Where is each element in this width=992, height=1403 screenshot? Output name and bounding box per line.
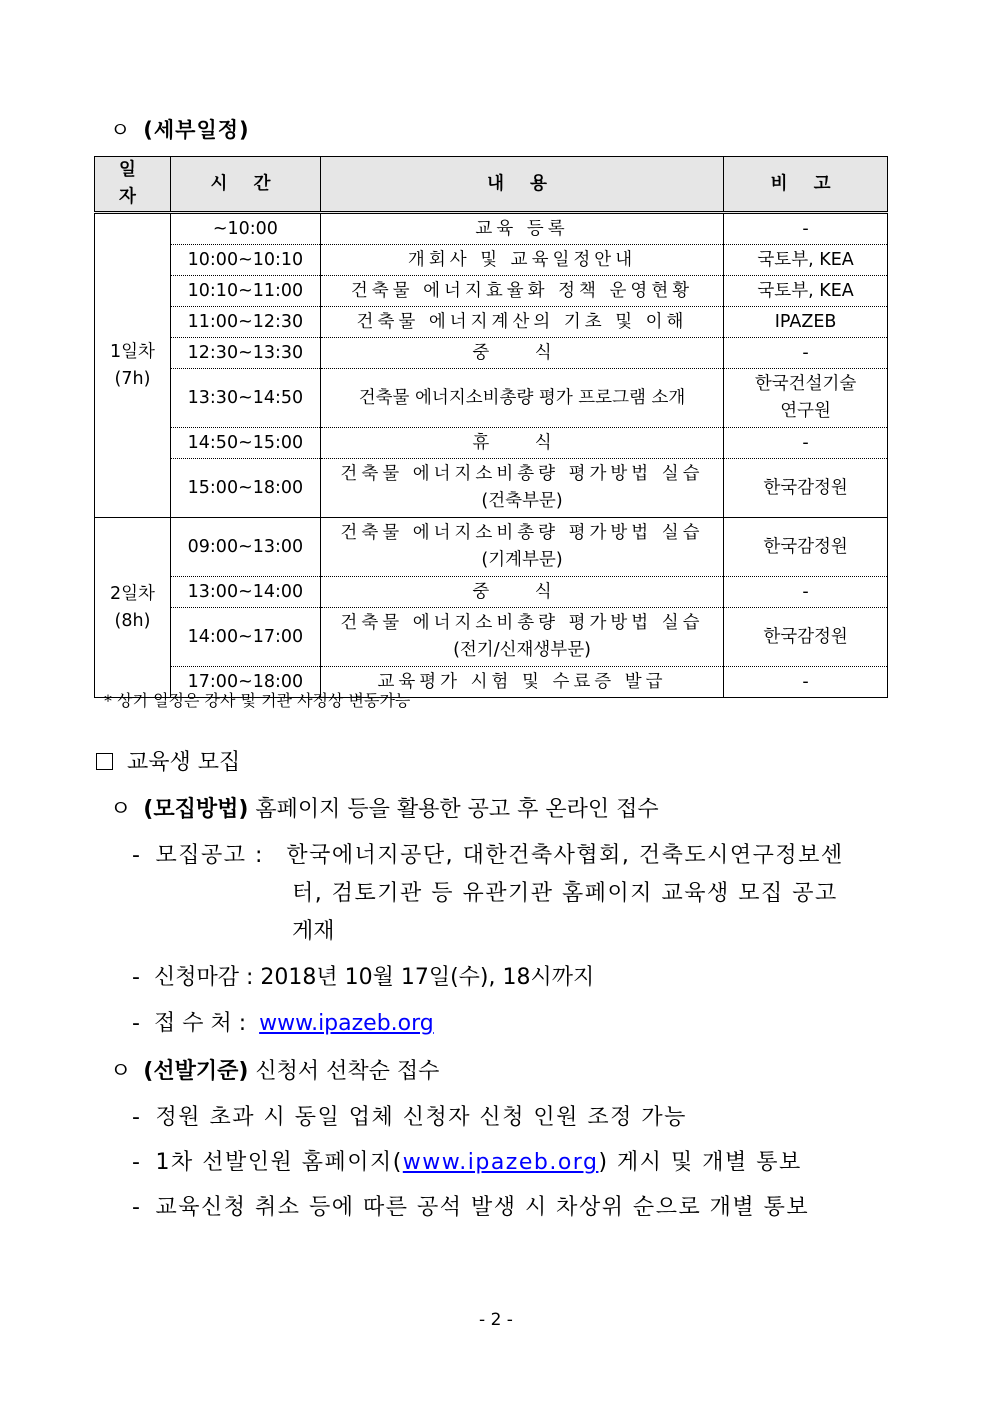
content-line2: (건축부문) — [481, 491, 563, 511]
remarks-cell: 국토부, KEA — [724, 245, 888, 276]
remarks-cell: - — [724, 338, 888, 369]
notice-text-line1: 한국에너지공단, 대한건축사협회, 건축도시연구정보센 — [286, 843, 844, 868]
remarks-cell: - — [724, 667, 888, 698]
table-row — [95, 245, 888, 276]
deadline-line — [132, 960, 594, 991]
content-line1: 건축물 에너지소비총량 평가방법 실습 — [340, 613, 704, 633]
remarks-cell: IPAZEB — [724, 307, 888, 338]
content-cell: 교육 등록 — [320, 213, 723, 245]
header-date: 일 자 — [95, 157, 171, 213]
schedule-title-text: (세부일정) — [143, 118, 250, 142]
criteria-item-2-post: ) 게시 및 개별 통보 — [598, 1150, 802, 1175]
criteria-item-3 — [132, 1190, 809, 1221]
content-cell: 중 식 — [320, 338, 723, 369]
table-row — [95, 213, 888, 245]
day2-hours: (8h) — [114, 610, 151, 631]
header-time: 시 간 — [170, 157, 320, 213]
day1-cell — [95, 213, 171, 518]
method-label: (모집방법) — [143, 797, 249, 822]
square-bullet-icon — [96, 753, 113, 770]
day1-label: 1일차 — [109, 341, 155, 362]
remarks-line1: 한국건설기술 — [754, 374, 857, 394]
content-cell: 중 식 — [320, 577, 723, 608]
content-cell: 건축물 에너지소비총량 평가 프로그램 소개 — [320, 369, 723, 428]
day2-cell — [95, 518, 171, 698]
circle-bullet-icon: ㅇ — [110, 1059, 132, 1084]
remarks-cell: 국토부, KEA — [724, 276, 888, 307]
table-row — [95, 276, 888, 307]
page-number: - 2 - — [479, 1310, 513, 1330]
time-cell: 17:00~18:00 — [170, 667, 320, 698]
remarks-line2: 연구원 — [780, 401, 831, 421]
time-cell: 13:30~14:50 — [170, 369, 320, 428]
table-row — [95, 577, 888, 608]
content-cell: 휴 식 — [320, 428, 723, 459]
remarks-cell: - — [724, 428, 888, 459]
criteria-text: 신청서 선착순 접수 — [255, 1059, 440, 1084]
dash-bullet: - — [132, 1105, 142, 1130]
time-cell: 14:00~17:00 — [170, 608, 320, 667]
content-cell: 개회사 및 교육일정안내 — [320, 245, 723, 276]
time-cell: 11:00~12:30 — [170, 307, 320, 338]
table-row — [95, 369, 888, 428]
notice-label: 모집공고 : — [155, 843, 264, 868]
content-line1: 건축물 에너지소비총량 평가방법 실습 — [340, 464, 704, 484]
criteria-line — [110, 1054, 439, 1085]
criteria-item-2 — [132, 1145, 802, 1176]
table-row — [95, 428, 888, 459]
remarks-cell: - — [724, 577, 888, 608]
time-cell: 09:00~13:00 — [170, 518, 320, 577]
circle-bullet-icon: ㅇ — [110, 797, 132, 822]
recruit-heading — [96, 745, 240, 776]
time-cell: 14:50~15:00 — [170, 428, 320, 459]
content-line2: (기계부문) — [481, 550, 563, 570]
notice-text-line3: 게재 — [292, 919, 335, 944]
criteria-item-2-pre: 1차 선발인원 홈페이지( — [155, 1150, 403, 1175]
day2-label: 2일차 — [109, 583, 155, 604]
header-content: 내 용 — [320, 157, 723, 213]
criteria-label: (선발기준) — [143, 1059, 249, 1084]
content-cell — [320, 608, 723, 667]
day1-hours: (7h) — [114, 368, 151, 389]
remarks-cell: 한국감정원 — [724, 518, 888, 577]
content-line1: 건축물 에너지소비총량 평가방법 실습 — [340, 523, 704, 543]
recruit-method-line — [110, 792, 659, 823]
dash-bullet: - — [132, 1011, 140, 1036]
content-cell: 건축물 에너지계산의 기초 및 이해 — [320, 307, 723, 338]
header-remarks: 비 고 — [724, 157, 888, 213]
time-cell: ~10:00 — [170, 213, 320, 245]
receipt-line — [132, 1006, 434, 1037]
remarks-cell: 한국감정원 — [724, 459, 888, 518]
table-row — [95, 518, 888, 577]
dash-bullet: - — [132, 965, 140, 990]
content-cell: 건축물 에너지효율화 정책 운영현황 — [320, 276, 723, 307]
table-row — [95, 608, 888, 667]
criteria-item-3-text: 교육신청 취소 등에 따른 공석 발생 시 차상위 순으로 개별 통보 — [155, 1195, 810, 1220]
criteria-item-1 — [132, 1100, 687, 1131]
criteria-item-2-link[interactable]: www.ipazeb.org — [402, 1150, 599, 1175]
circle-bullet-icon: ㅇ — [110, 118, 132, 142]
table-row — [95, 459, 888, 518]
receipt-link[interactable]: www.ipazeb.org — [259, 1011, 434, 1036]
dash-bullet: - — [132, 843, 142, 868]
recruit-heading-text: 교육생 모집 — [127, 750, 241, 775]
content-cell: 교육평가 시험 및 수료증 발급 — [320, 667, 723, 698]
table-row — [95, 338, 888, 369]
dash-bullet: - — [132, 1195, 142, 1220]
schedule-table — [94, 156, 888, 698]
schedule-section-title — [110, 114, 250, 144]
table-row — [95, 307, 888, 338]
remarks-cell: - — [724, 213, 888, 245]
deadline-label: 신청마감 : — [153, 965, 254, 990]
remarks-cell: 한국감정원 — [724, 608, 888, 667]
content-line2: (전기/신재생부문) — [453, 640, 591, 660]
remarks-cell — [724, 369, 888, 428]
notice-line — [132, 838, 844, 869]
time-cell: 10:10~11:00 — [170, 276, 320, 307]
schedule-footnote: * 상기 일정은 강사 및 기관 사정상 변동가능 — [104, 691, 411, 710]
time-cell: 15:00~18:00 — [170, 459, 320, 518]
method-text: 홈페이지 등을 활용한 공고 후 온라인 접수 — [255, 797, 659, 822]
content-cell — [320, 459, 723, 518]
table-header-row — [95, 157, 888, 213]
criteria-item-1-text: 정원 초과 시 동일 업체 신청자 신청 인원 조정 가능 — [155, 1105, 687, 1130]
content-cell — [320, 518, 723, 577]
time-cell: 10:00~10:10 — [170, 245, 320, 276]
dash-bullet: - — [132, 1150, 142, 1175]
receipt-label: 접 수 처 : — [153, 1011, 247, 1036]
time-cell: 13:00~14:00 — [170, 577, 320, 608]
deadline-text: 2018년 10월 17일(수), 18시까지 — [260, 965, 595, 990]
notice-text-line2: 터, 검토기관 등 유관기관 홈페이지 교육생 모집 공고 — [292, 881, 838, 906]
time-cell: 12:30~13:30 — [170, 338, 320, 369]
